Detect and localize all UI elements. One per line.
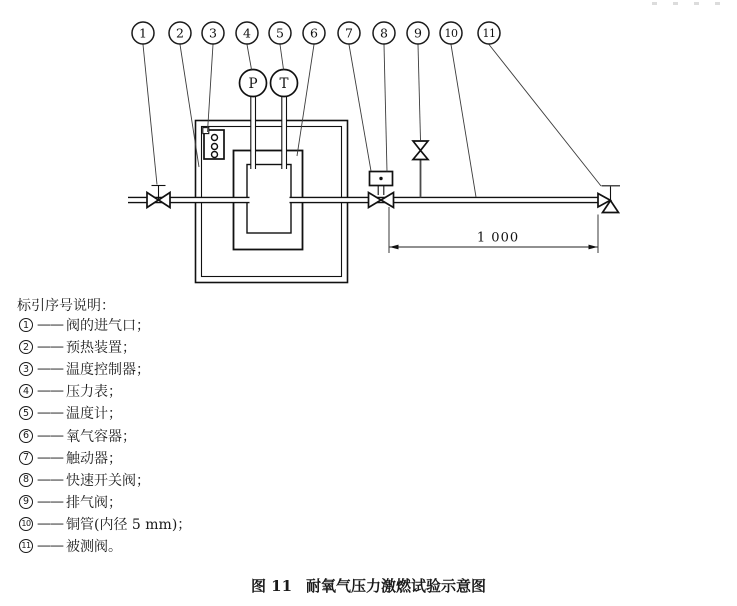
callout-2-label: 2	[176, 25, 184, 41]
callout-3	[202, 22, 224, 44]
legend-marker: 9	[19, 495, 33, 509]
legend-marker: 3	[19, 362, 33, 376]
pressure-gauge-icon	[240, 70, 267, 97]
callout-5-label: 5	[276, 25, 284, 41]
legend-label: 温度计；	[66, 406, 122, 423]
callout-9-label: 9	[414, 25, 422, 41]
legend-dash: ——	[37, 515, 63, 532]
legend-dash: ——	[37, 449, 63, 466]
legend-marker: 5	[19, 406, 33, 420]
callout-3-label: 3	[209, 25, 217, 41]
callout-8-label: 8	[380, 25, 388, 41]
legend-item-10	[19, 513, 191, 535]
temperature-gauge-icon	[271, 70, 298, 97]
legend-marker: 11	[19, 539, 33, 553]
callout-10	[440, 22, 462, 44]
legend-label: 触动器；	[66, 450, 122, 467]
legend-marker: 8	[19, 473, 33, 487]
legend-label: 铜管(内径 5 mm)；	[66, 516, 192, 533]
legend-label: 排气阀；	[66, 494, 122, 511]
legend-label: 快速开关阀；	[66, 472, 150, 489]
pressure-gauge-label: P	[248, 76, 258, 92]
legend-label: 温度控制器；	[66, 362, 150, 379]
legend-item-8	[19, 469, 191, 491]
figure-title: 耐氧气压力激燃试验示意图	[306, 577, 487, 595]
legend-dash: ——	[37, 317, 63, 334]
test-valve-icon	[598, 186, 620, 213]
callout-4	[236, 22, 258, 44]
legend-label: 压力表；	[66, 384, 122, 401]
legend-dash: ——	[37, 471, 63, 488]
legend-item-5	[19, 402, 191, 424]
callout-8	[373, 22, 395, 44]
legend-dash: ——	[37, 339, 63, 356]
legend-list	[19, 314, 191, 557]
callout-11	[478, 22, 500, 44]
callout-5	[269, 22, 291, 44]
callout-7-label: 7	[345, 25, 353, 41]
legend-title: 标引序号说明：	[17, 298, 115, 314]
actuator-icon	[370, 172, 393, 196]
callout-4-label: 4	[243, 25, 251, 41]
legend-label: 阀的进气口；	[66, 318, 150, 335]
legend-item-4	[19, 380, 191, 402]
legend-dash: ——	[37, 405, 63, 422]
callout-6-label: 6	[310, 25, 318, 41]
callout-1	[132, 22, 154, 44]
legend-dash: ——	[37, 383, 63, 400]
legend-dash: ——	[37, 493, 63, 510]
vent-valve-icon	[413, 141, 428, 198]
legend-label: 氧气容器；	[66, 428, 136, 445]
callout-2	[169, 22, 191, 44]
legend-item-2	[19, 336, 191, 358]
legend-marker: 4	[19, 384, 33, 398]
legend-item-9	[19, 491, 191, 513]
dimension-label: 1 000	[476, 230, 520, 246]
legend-marker: 6	[19, 429, 33, 443]
legend-marker: 1	[19, 318, 33, 332]
temperature-gauge-label: T	[279, 76, 289, 92]
callout-11-label: 11	[482, 27, 496, 40]
inlet-valve-icon	[147, 186, 170, 208]
figure-caption	[0, 575, 737, 596]
temperature-controller-icon	[203, 128, 224, 159]
legend-dash: ——	[37, 427, 63, 444]
legend-item-11	[19, 535, 191, 557]
callout-10-label: 10	[444, 27, 458, 40]
callout-7	[338, 22, 360, 44]
legend-marker: 10	[19, 517, 33, 531]
legend-item-7	[19, 447, 191, 469]
callout-1-label: 1	[139, 25, 147, 41]
legend-dash: ——	[37, 361, 63, 378]
quick-switch-valve-icon	[369, 193, 394, 208]
legend-label: 预热装置；	[66, 340, 136, 357]
dimension-line	[389, 207, 598, 253]
schematic-diagram	[0, 0, 737, 295]
legend-marker: 2	[19, 340, 33, 354]
callout-9	[407, 22, 429, 44]
figure-number: 图 11	[250, 577, 293, 595]
legend-item-3	[19, 358, 191, 380]
legend-item-6	[19, 424, 191, 446]
copper-pipe	[290, 197, 599, 202]
gauge-tubes	[251, 96, 287, 169]
legend-label: 被测阀。	[66, 538, 122, 555]
legend-item-1	[19, 314, 191, 336]
callout-6	[303, 22, 325, 44]
legend-marker: 7	[19, 451, 33, 465]
legend-dash: ——	[37, 537, 63, 554]
